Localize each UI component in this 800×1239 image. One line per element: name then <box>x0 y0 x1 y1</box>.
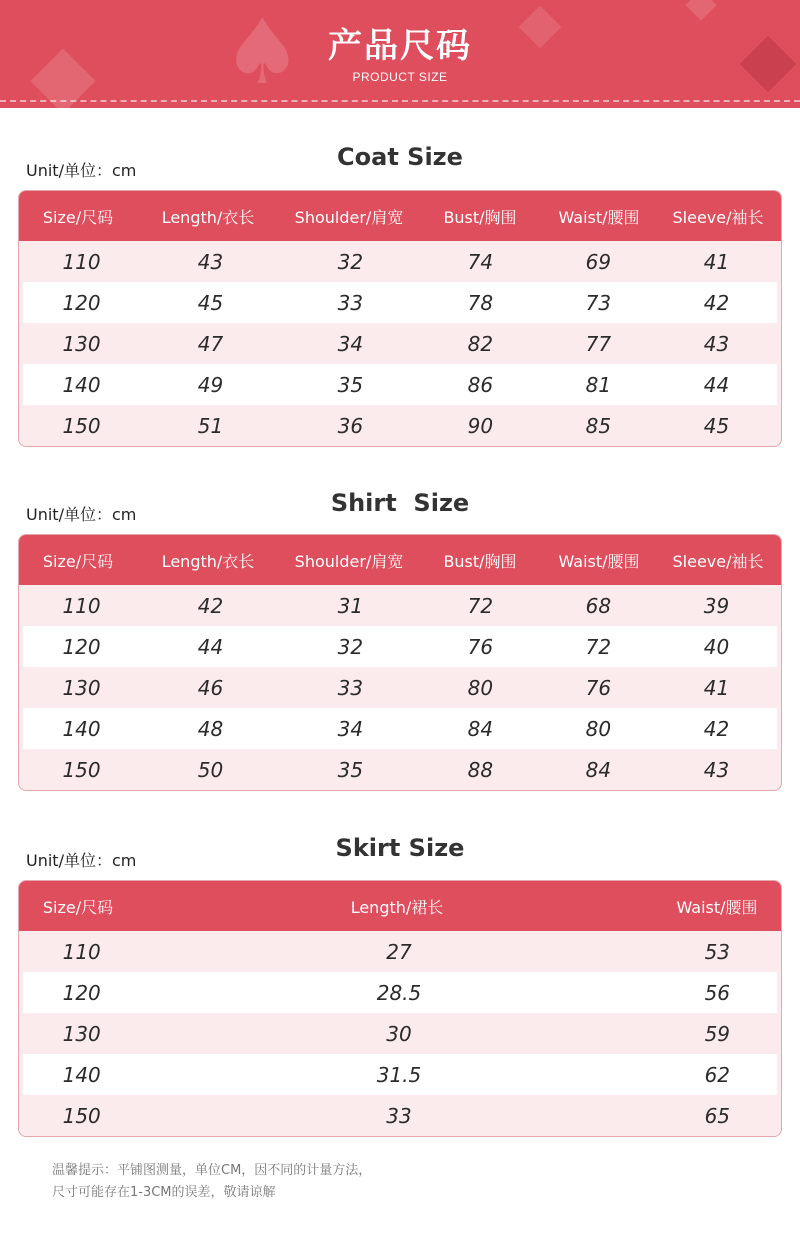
table-cell: 31 <box>337 593 364 618</box>
table-row <box>23 972 777 1013</box>
table-header <box>19 191 781 241</box>
shirt-title: Shirt Size <box>330 489 470 517</box>
table-cell: 65 <box>704 1103 731 1128</box>
table-row <box>23 931 777 972</box>
column-header: Bust/胸围 <box>443 551 517 571</box>
table-cell: 150 <box>62 413 101 438</box>
table-cell: 84 <box>585 757 612 782</box>
shirt-size-table <box>18 534 782 791</box>
table-cell: 45 <box>703 413 730 438</box>
column-header: Length/裙长 <box>350 897 444 917</box>
table-cell: 73 <box>585 290 612 315</box>
table-cell: 78 <box>467 290 494 315</box>
column-header: Waist/腰围 <box>558 551 640 571</box>
column-header: Length/衣长 <box>161 551 255 571</box>
shirt-unit-label: Unit/单位：cm <box>26 505 137 524</box>
table-cell: 76 <box>467 634 494 659</box>
table-cell: 48 <box>197 716 224 741</box>
header-banner <box>0 0 800 108</box>
table-cell: 110 <box>62 939 101 964</box>
table-cell: 44 <box>703 372 730 397</box>
table-cell: 140 <box>62 716 101 741</box>
table-cell: 90 <box>467 413 494 438</box>
table-cell: 42 <box>703 290 730 315</box>
table-row <box>23 708 777 749</box>
table-cell: 130 <box>62 1021 101 1046</box>
table-cell: 32 <box>337 634 364 659</box>
table-cell: 150 <box>62 757 101 782</box>
table-cell: 120 <box>62 634 101 659</box>
note-line: 温馨提示：平铺图测量，单位CM，因不同的计量方法， <box>52 1163 372 1178</box>
table-cell: 34 <box>337 331 364 356</box>
table-cell: 34 <box>337 716 364 741</box>
table-cell: 110 <box>62 249 101 274</box>
table-cell: 130 <box>62 675 101 700</box>
table-cell: 150 <box>62 1103 101 1128</box>
table-cell: 33 <box>386 1103 412 1128</box>
table-cell: 120 <box>62 980 101 1005</box>
table-cell: 59 <box>704 1021 731 1046</box>
column-header: Shoulder/肩宽 <box>294 207 404 227</box>
table-cell: 88 <box>467 757 494 782</box>
table-cell: 69 <box>585 249 612 274</box>
column-header: Size/尺码 <box>42 897 114 917</box>
table-cell: 80 <box>585 716 612 741</box>
table-cell: 76 <box>585 675 612 700</box>
measurement-note <box>52 1160 371 1204</box>
table-row <box>23 282 777 323</box>
coat-size-table <box>18 190 782 447</box>
table-cell: 40 <box>703 634 730 659</box>
table-cell: 39 <box>703 593 730 618</box>
table-cell: 47 <box>197 331 224 356</box>
table-row <box>23 749 777 790</box>
column-header: Sleeve/袖长 <box>672 551 764 571</box>
table-row <box>23 1013 777 1054</box>
skirt-title: Skirt Size <box>335 834 465 862</box>
table-cell: 85 <box>585 413 612 438</box>
table-cell: 140 <box>62 1062 101 1087</box>
table-cell: 43 <box>703 331 730 356</box>
table-cell: 28.5 <box>376 980 422 1005</box>
note-line: 尺寸可能存在1-3CM的误差，敬请谅解 <box>52 1185 276 1200</box>
table-cell: 43 <box>197 249 224 274</box>
table-cell: 81 <box>585 372 612 397</box>
table-row <box>23 323 777 364</box>
table-cell: 35 <box>337 757 364 782</box>
table-cell: 27 <box>386 939 412 964</box>
stitch-line <box>0 100 800 102</box>
table-row <box>23 405 777 446</box>
skirt-size-table <box>18 880 782 1137</box>
skirt-unit-label: Unit/单位：cm <box>26 851 137 870</box>
table-cell: 45 <box>197 290 224 315</box>
table-cell: 130 <box>62 331 101 356</box>
table-cell: 50 <box>197 757 224 782</box>
table-cell: 41 <box>703 249 730 274</box>
column-header: Bust/胸围 <box>443 207 517 227</box>
table-cell: 86 <box>467 372 494 397</box>
column-header: Shoulder/肩宽 <box>294 551 404 571</box>
table-cell: 82 <box>467 331 494 356</box>
table-cell: 120 <box>62 290 101 315</box>
table-row <box>23 585 777 626</box>
column-header: Size/尺码 <box>42 207 114 227</box>
table-cell: 84 <box>467 716 494 741</box>
spade-icon: ♠ <box>222 0 303 105</box>
table-cell: 44 <box>197 634 224 659</box>
table-cell: 33 <box>337 290 364 315</box>
table-cell: 72 <box>467 593 494 618</box>
table-cell: 68 <box>585 593 612 618</box>
column-header: Waist/腰围 <box>558 207 640 227</box>
table-cell: 32 <box>337 249 364 274</box>
banner-title: 产品尺码 <box>328 26 472 66</box>
table-row <box>23 364 777 405</box>
table-cell: 110 <box>62 593 101 618</box>
table-cell: 56 <box>704 980 731 1005</box>
table-cell: 51 <box>197 413 224 438</box>
column-header: Length/衣长 <box>161 207 255 227</box>
table-cell: 33 <box>337 675 364 700</box>
table-header <box>19 535 781 585</box>
table-row <box>23 241 777 282</box>
table-cell: 62 <box>704 1062 731 1087</box>
table-cell: 72 <box>585 634 612 659</box>
column-header: Sleeve/袖长 <box>672 207 764 227</box>
table-cell: 43 <box>703 757 730 782</box>
table-cell: 35 <box>337 372 364 397</box>
column-header: Waist/腰围 <box>676 897 758 917</box>
table-cell: 30 <box>386 1021 412 1046</box>
table-row <box>23 1054 777 1095</box>
table-header <box>19 881 781 931</box>
table-cell: 74 <box>467 249 494 274</box>
table-cell: 42 <box>703 716 730 741</box>
table-row <box>23 667 777 708</box>
table-cell: 31.5 <box>376 1062 422 1087</box>
table-cell: 77 <box>585 331 612 356</box>
table-cell: 140 <box>62 372 101 397</box>
table-cell: 46 <box>197 675 224 700</box>
table-cell: 53 <box>704 939 731 964</box>
table-cell: 41 <box>703 675 730 700</box>
table-cell: 36 <box>337 413 364 438</box>
table-cell: 49 <box>197 372 224 397</box>
table-cell: 42 <box>197 593 224 618</box>
table-row <box>23 1095 777 1136</box>
coat-title: Coat Size <box>337 143 463 171</box>
coat-unit-label: Unit/单位：cm <box>26 161 137 180</box>
banner-subtitle: PRODUCT SIZE <box>352 70 448 84</box>
table-row <box>23 626 777 667</box>
column-header: Size/尺码 <box>42 551 114 571</box>
table-cell: 80 <box>467 675 494 700</box>
